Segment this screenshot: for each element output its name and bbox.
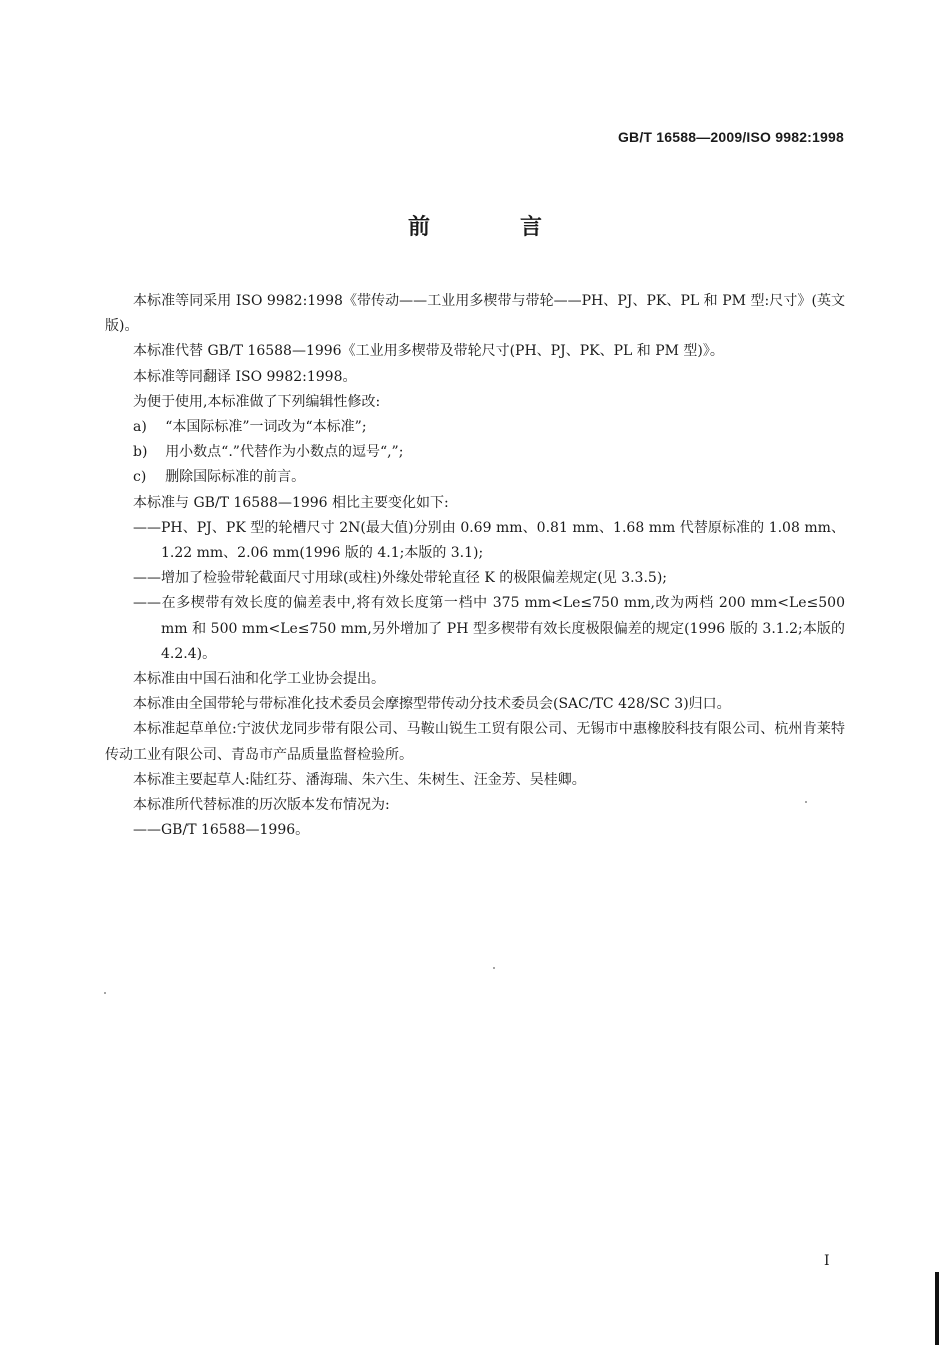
list-marker: b): [133, 444, 148, 461]
list-item-text: 删除国际标准的前言。: [165, 469, 306, 486]
paragraph-proposer: 本标准由中国石油和化学工业协会提出。: [133, 671, 385, 688]
scan-speck: [104, 992, 106, 994]
page-title: 前 言: [407, 215, 576, 240]
list-item: [105, 465, 845, 490]
paragraph-translation: 本标准等同翻译 ISO 9982:1998。: [133, 368, 357, 385]
page-number: I: [824, 1253, 830, 1269]
list-item: [105, 415, 845, 440]
paragraph-changes-intro: 本标准与 GB/T 16588—1996 相比主要变化如下:: [133, 494, 449, 511]
list-marker: c): [133, 469, 147, 486]
paragraph-committee: 本标准由全国带轮与带标准化技术委员会摩擦型带传动分技术委员会(SAC/TC 428/SC 3)归口。: [133, 696, 731, 713]
paragraph-history-intro: 本标准所代替标准的历次版本发布情况为:: [133, 797, 390, 814]
change-item: ——在多楔带有效长度的偏差表中,将有效长度第一档中 375 mm<Le≤750 mm,改为两档 200 mm<Le≤500 mm 和 500 mm<Le≤750 mm,另外增加了 PH 型多楔带有效长度极限偏差的规定(1996 版的 3.1.2;本版的 4.2.4)。: [133, 595, 845, 662]
list-item: [105, 440, 845, 465]
list-item-text: 用小数点“.”代替作为小数点的逗号“,”;: [165, 444, 404, 461]
list-marker: a): [133, 419, 147, 436]
document-body: [105, 289, 845, 843]
list-item-text: “本国际标准”一词改为“本标准”;: [165, 419, 367, 436]
scan-speck: [805, 801, 807, 803]
change-item: ——增加了检验带轮截面尺寸用球(或柱)外缘处带轮直径 K 的极限偏差规定(见 3.3.5);: [133, 570, 667, 587]
paragraph-drafters: 本标准主要起草人:陆红芬、潘海瑞、朱六生、朱树生、汪金芳、吴桂卿。: [133, 771, 586, 788]
scan-edge-bar: [935, 1272, 939, 1345]
scan-speck: [493, 967, 495, 969]
paragraph-replacement: 本标准代替 GB/T 16588—1996《工业用多楔带及带轮尺寸(PH、PJ、PK、PL 和 PM 型)》。: [133, 343, 724, 360]
change-item: ——PH、PJ、PK 型的轮槽尺寸 2N(最大值)分别由 0.69 mm、0.81 mm、1.68 mm 代替原标准的 1.08 mm、1.22 mm、2.06 mm(1996 版的 4.1;本版的 3.1);: [133, 519, 845, 562]
paragraph-drafting-units: 本标准起草单位:宁波伏龙同步带有限公司、马鞍山锐生工贸有限公司、无锡市中惠橡胶科技有限公司、杭州肯莱特传动工业有限公司、青岛市产品质量监督检验所。: [105, 721, 845, 763]
paragraph-editorial-intro: 为便于使用,本标准做了下列编辑性修改:: [133, 393, 381, 410]
standard-number-header: GB/T 16588—2009/ISO 9982:1998: [617, 129, 844, 145]
history-item: ——GB/T 16588—1996。: [133, 822, 310, 839]
paragraph-adoption: 本标准等同采用 ISO 9982:1998《带传动——工业用多楔带与带轮——PH、PJ、PK、PL 和 PM 型:尺寸》(英文版)。: [105, 293, 845, 335]
